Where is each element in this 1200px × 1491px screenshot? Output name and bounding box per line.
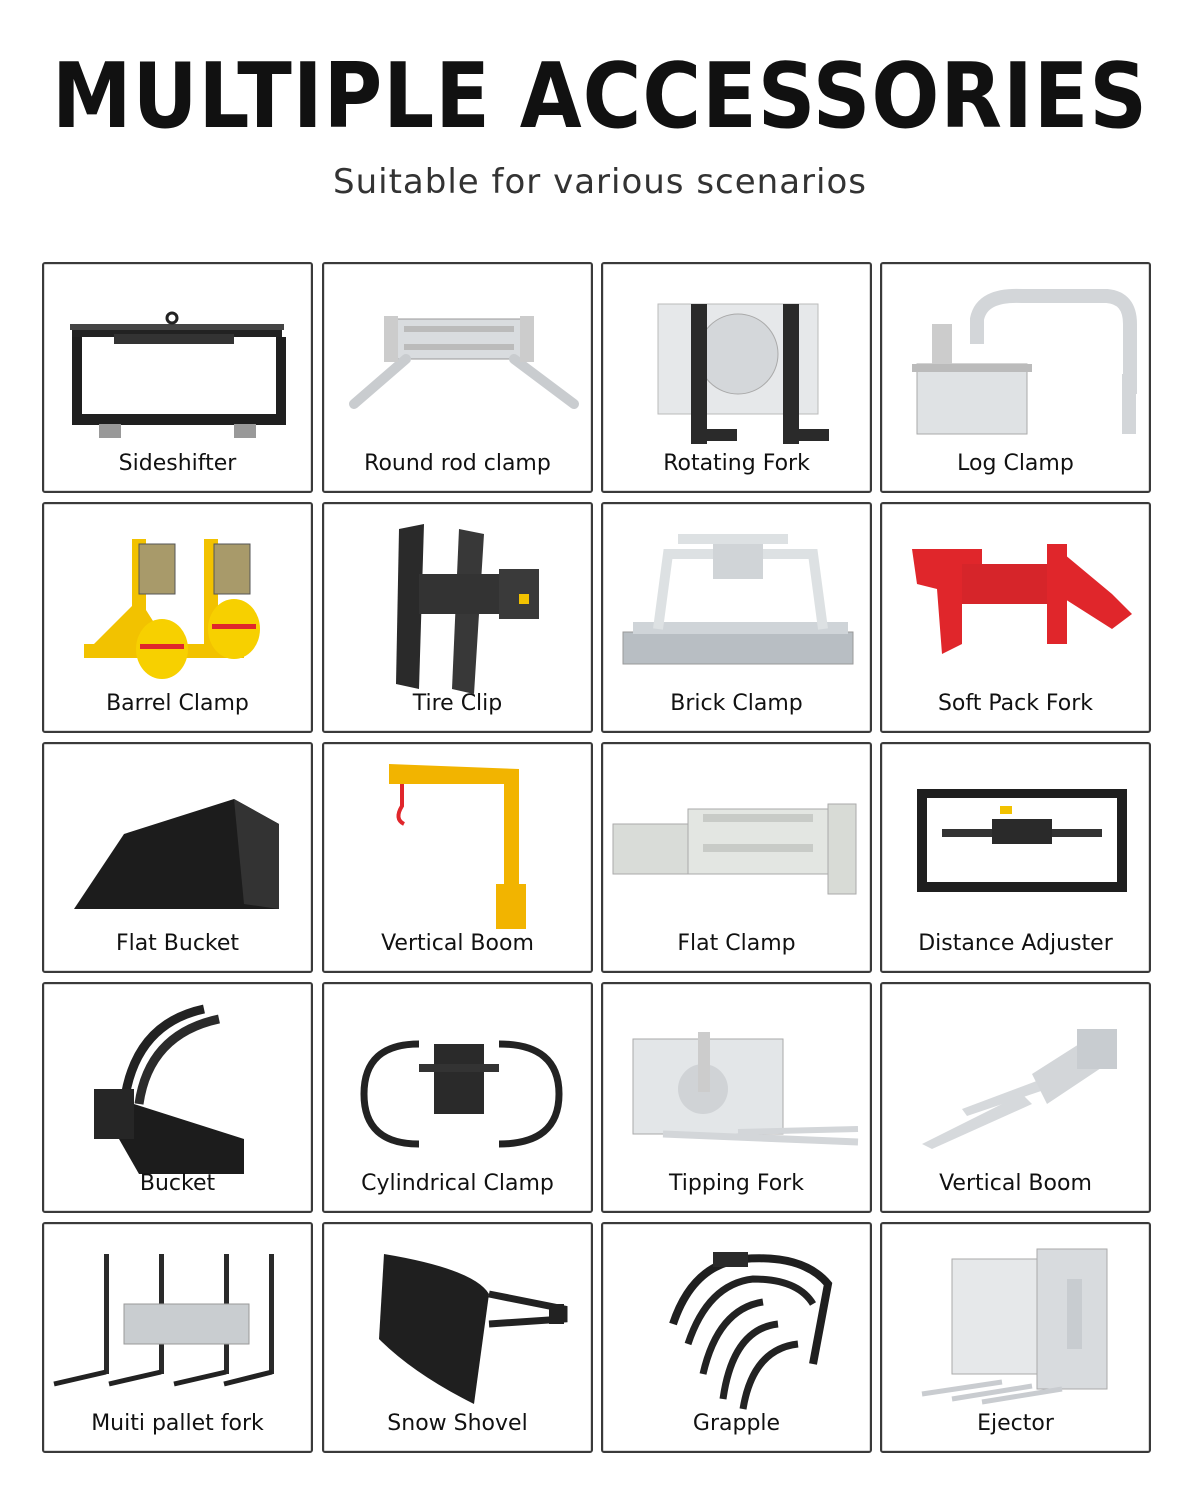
card-label: Grapple: [692, 1411, 781, 1436]
snow-shovel-icon: [324, 1224, 595, 1414]
card-label: Cylindrical Clamp: [361, 1171, 554, 1196]
card-soft-pack-fork[interactable]: [880, 502, 1151, 733]
card-label: Vertical Boom: [381, 931, 534, 956]
card-label: Tipping Fork: [669, 1171, 804, 1196]
card-label: Muiti pallet fork: [91, 1411, 264, 1436]
card-label: Flat Bucket: [115, 931, 240, 956]
card-label: Barrel Clamp: [106, 691, 249, 716]
page-subtitle: Suitable for various scenarios: [333, 162, 867, 202]
card-log-clamp[interactable]: [880, 262, 1151, 493]
card-ejector[interactable]: [880, 1222, 1151, 1453]
card-label: Sideshifter: [118, 451, 237, 476]
soft-pack-fork-icon: [882, 504, 1153, 694]
card-tipping-fork[interactable]: [601, 982, 872, 1213]
card-flat-clamp[interactable]: [601, 742, 872, 973]
card-vertical-boom[interactable]: [322, 742, 593, 973]
card-tire-clip[interactable]: [322, 502, 593, 733]
card-bucket[interactable]: [42, 982, 313, 1213]
flat-clamp-icon: [603, 744, 874, 934]
vertical-boom-icon: [324, 744, 595, 934]
card-multi-pallet-fork[interactable]: [42, 1222, 313, 1453]
page-title: MULTIPLE ACCESSORIES: [51, 44, 1148, 149]
card-label: Ejector: [977, 1411, 1054, 1436]
card-cylindrical-clamp[interactable]: [322, 982, 593, 1213]
card-round-rod-clamp[interactable]: [322, 262, 593, 493]
round-rod-clamp-icon: [324, 264, 595, 454]
cylindrical-clamp-icon: [324, 984, 595, 1174]
card-flat-bucket[interactable]: [42, 742, 313, 973]
vertical-boom-fork-icon: [882, 984, 1153, 1174]
ejector-icon: [882, 1224, 1153, 1414]
flat-bucket-icon: [44, 744, 315, 934]
barrel-clamp-icon: [44, 504, 315, 694]
brick-clamp-icon: [603, 504, 874, 694]
card-label: Vertical Boom: [939, 1171, 1092, 1196]
bucket-icon: [44, 984, 315, 1174]
card-label: Bucket: [139, 1171, 216, 1196]
distance-adjuster-icon: [882, 744, 1153, 934]
card-brick-clamp[interactable]: [601, 502, 872, 733]
card-label: Distance Adjuster: [918, 931, 1113, 956]
grapple-icon: [603, 1224, 874, 1414]
sideshifter-icon: [44, 264, 315, 454]
accessory-grid: [42, 262, 1158, 1456]
tire-clip-icon: [324, 504, 595, 694]
card-distance-adjuster[interactable]: [880, 742, 1151, 973]
card-label: Rotating Fork: [663, 451, 810, 476]
log-clamp-icon: [882, 264, 1153, 454]
tipping-fork-icon: [603, 984, 874, 1174]
card-label: Log Clamp: [957, 451, 1074, 476]
card-grapple[interactable]: [601, 1222, 872, 1453]
card-rotating-fork[interactable]: [601, 262, 872, 493]
card-snow-shovel[interactable]: [322, 1222, 593, 1453]
card-label: Brick Clamp: [670, 691, 803, 716]
multi-pallet-fork-icon: [44, 1224, 315, 1414]
card-barrel-clamp[interactable]: [42, 502, 313, 733]
card-sideshifter[interactable]: [42, 262, 313, 493]
card-label: Flat Clamp: [677, 931, 796, 956]
card-label: Snow Shovel: [387, 1411, 528, 1436]
card-label: Soft Pack Fork: [937, 691, 1094, 716]
card-vertical-boom-2[interactable]: [880, 982, 1151, 1213]
rotating-fork-icon: [603, 264, 874, 454]
card-label: Tire Clip: [412, 691, 503, 716]
card-label: Round rod clamp: [364, 451, 551, 476]
